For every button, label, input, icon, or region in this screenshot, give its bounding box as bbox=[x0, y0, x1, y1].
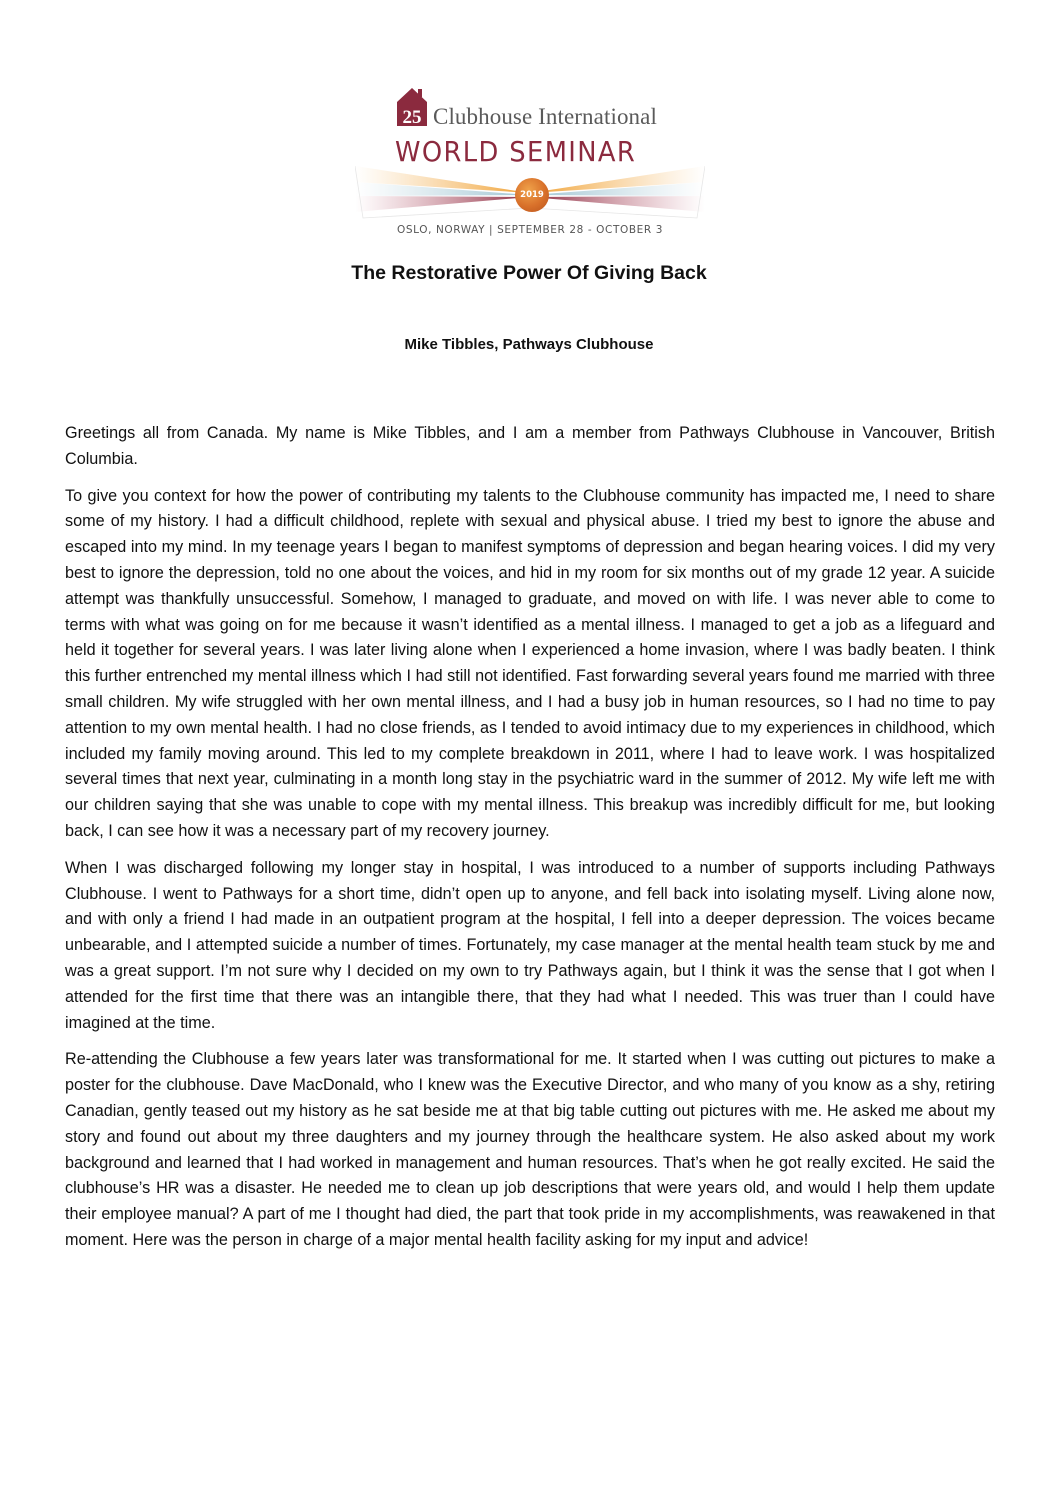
paragraph: Greetings all from Canada. My name is Mike Tibbles, and I am a member from Pathways Clubhouse in Vancouver, British Columbia. bbox=[65, 424, 995, 468]
document-title: The Restorative Power Of Giving Back bbox=[351, 262, 707, 284]
document-author: Mike Tibbles, Pathways Clubhouse bbox=[404, 336, 654, 353]
paragraph: When I was discharged following my longer stay in hospital, I was introduced to a number of supports including Pathways Clubhouse. I went to Pathways for a short time, didn’t open up to anyone, and fell back into isolating myself. Living alone now, and with only a friend I had made in an outpatient program at the hospital, I fell into a deeper depression. The voices became unbearable, and I attempted suicide a number of times. Fortunately, my case manager at the mental health team stuck by me and was a great support. I’m not sure why I decided on my own to try Pathways again, but I think it was the sense that I got when I attended for the first time that there was an intangible there, that they had what I needed. This was truer than I could have imagined at the time. bbox=[65, 858, 995, 1032]
brand-name: Clubhouse International bbox=[433, 104, 657, 129]
event-name: WORLD SEMINAR bbox=[395, 135, 637, 168]
conference-logo bbox=[355, 84, 705, 240]
svg-text:25: 25 bbox=[402, 107, 422, 126]
year-badge: 2019 bbox=[515, 178, 549, 212]
paragraph: Re-attending the Clubhouse a few years later was transformational for me. It started when I was cutting out pictures to make a poster for the clubhouse. Dave MacDonald, who I knew was the Executive Director, and who many of you know as a shy, retiring Canadian, gently teased out my history as he sat beside me at that big table cutting out pictures with me. He asked me about my story and found out about my three daughters and my journey through the healthcare system. He also asked about my work background and learned that I had worked in management and human resources. That’s when he got really excited. He said the clubhouse’s HR was a disaster. He needed me to clean up job descriptions that were years old, and would I help them update their employee manual? A part of me I thought had died, the part that took pride in my accomplishments, was reawakened in that moment. Here was the person in charge of a major mental health facility asking for my input and advice! bbox=[65, 1050, 995, 1249]
paragraph: To give you context for how the power of contributing my talents to the Clubhouse community has impacted me, I need to share some of my history. I had a difficult childhood, replete with sexual and physical abuse. I tried my best to ignore the abuse and escaped into my mind. In my teenage years I began to manifest symptoms of depression and began hearing voices. I did my very best to ignore the depression, told no one about the voices, and hid in my room for six months out of my grade 12 year. A suicide attempt was thankfully unsuccessful. Somehow, I managed to graduate, and moved on with life. I was never able to come to terms with what was going on for me because it wasn’t identified as a mental illness. I managed to get a job as a lifeguard and held it together for several years. I was later living alone when I experienced a home invasion, where I was badly beaten. I think this further entrenched my mental illness which I had still not identified. Fast forwarding several years found me married with three small children. My wife struggled with her own mental illness, and I had a busy job in human resources, so I had no time to pay attention to my own mental health. I had no close friends, as I tended to avoid intimacy due to my experiences in childhood, which included my family moving around. This led to my complete breakdown in 2011, where I had to leave work. I was hospitalized several times that next year, culminating in a month long stay in the psychiatric ward in the summer of 2012. My wife left me with our children saying that she was unable to cope with my mental illness. This breakup was incredibly difficult for me, but looking back, I can see how it was a necessary part of my recovery journey. bbox=[65, 486, 995, 840]
document-body bbox=[65, 421, 995, 1265]
location-dates: OSLO, NORWAY | SEPTEMBER 28 - OCTOBER 3 bbox=[397, 224, 663, 236]
house-badge-icon bbox=[397, 86, 427, 126]
